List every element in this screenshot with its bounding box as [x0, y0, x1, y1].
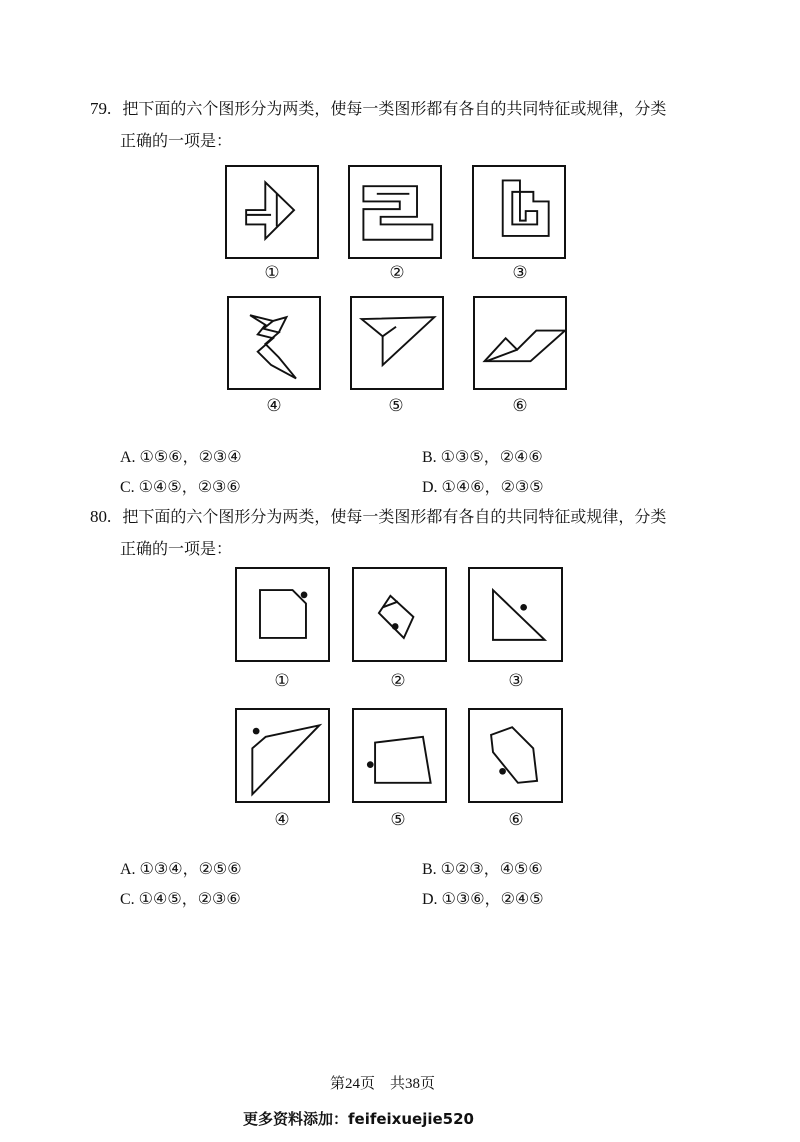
q80-label-2: ② [390, 671, 406, 691]
q79-figure-2 [348, 165, 442, 259]
q79-label-3: ③ [512, 263, 528, 283]
q80-label-4: ④ [274, 810, 290, 830]
q79-figure-4-shape [229, 298, 319, 388]
q79-figure-4 [227, 296, 321, 390]
q80-figure-3-shape [470, 569, 561, 660]
q80-line1-row [90, 502, 666, 532]
q80-text-line2: 正确的一项是： [120, 539, 233, 558]
q79-option-d[interactable]: D. ①④⑥，②③⑤ [422, 479, 544, 496]
q79-label-5: ⑤ [388, 396, 404, 416]
page-number: 第24页 共38页 [330, 1076, 436, 1092]
q79-figure-6-shape [475, 298, 565, 388]
q79-figure-6 [473, 296, 567, 390]
q79-option-a[interactable]: A. ①⑤⑥，②③④ [120, 449, 242, 466]
q79-label-4: ④ [266, 396, 282, 416]
q80-option-a[interactable]: A. ①③④，②⑤⑥ [120, 861, 242, 878]
q79-figure-2-shape [350, 167, 440, 257]
q79-line1-row [90, 94, 666, 124]
q79-label-1: ① [264, 263, 280, 283]
q79-option-c[interactable]: C. ①④⑤，②③⑥ [120, 479, 241, 496]
q79-figure-5-shape [352, 298, 442, 388]
watermark-text: 更多资料添加：feifeixuejie520 [243, 1110, 474, 1128]
q79-figure-1-shape [227, 167, 317, 257]
q79-label-2: ② [389, 263, 405, 283]
q79-text-line1: 把下面的六个图形分为两类，使每一类图形都有各自的共同特征或规律，分类 [122, 99, 667, 118]
q80-option-d[interactable]: D. ①③⑥，②④⑤ [422, 891, 544, 908]
q80-figure-6 [468, 708, 563, 803]
q80-label-5: ⑤ [390, 810, 406, 830]
q80-figure-4 [235, 708, 330, 803]
q80-figure-3 [468, 567, 563, 662]
q79-figure-3-shape [474, 167, 564, 257]
q80-figure-4-shape [237, 710, 328, 801]
q80-figure-6-shape [470, 710, 561, 801]
q80-figure-5-shape [354, 710, 445, 801]
q80-label-6: ⑥ [508, 810, 524, 830]
q80-text-line1: 把下面的六个图形分为两类，使每一类图形都有各自的共同特征或规律，分类 [122, 507, 667, 526]
q79-number: 79. [90, 99, 112, 118]
q80-figure-1-shape [237, 569, 328, 660]
q80-number: 80. [90, 507, 112, 526]
q79-text-line2: 正确的一项是： [120, 131, 233, 150]
q79-option-b[interactable]: B. ①③⑤，②④⑥ [422, 449, 543, 466]
q80-figure-5 [352, 708, 447, 803]
q80-option-b[interactable]: B. ①②③，④⑤⑥ [422, 861, 543, 878]
q80-label-3: ③ [508, 671, 524, 691]
q80-option-c[interactable]: C. ①④⑤，②③⑥ [120, 891, 241, 908]
q79-label-6: ⑥ [512, 396, 528, 416]
q80-figure-1 [235, 567, 330, 662]
q80-label-1: ① [274, 671, 290, 691]
q80-figure-2 [352, 567, 447, 662]
q79-figure-1 [225, 165, 319, 259]
q79-figure-5 [350, 296, 444, 390]
q80-figure-2-shape [354, 569, 445, 660]
q79-figure-3 [472, 165, 566, 259]
